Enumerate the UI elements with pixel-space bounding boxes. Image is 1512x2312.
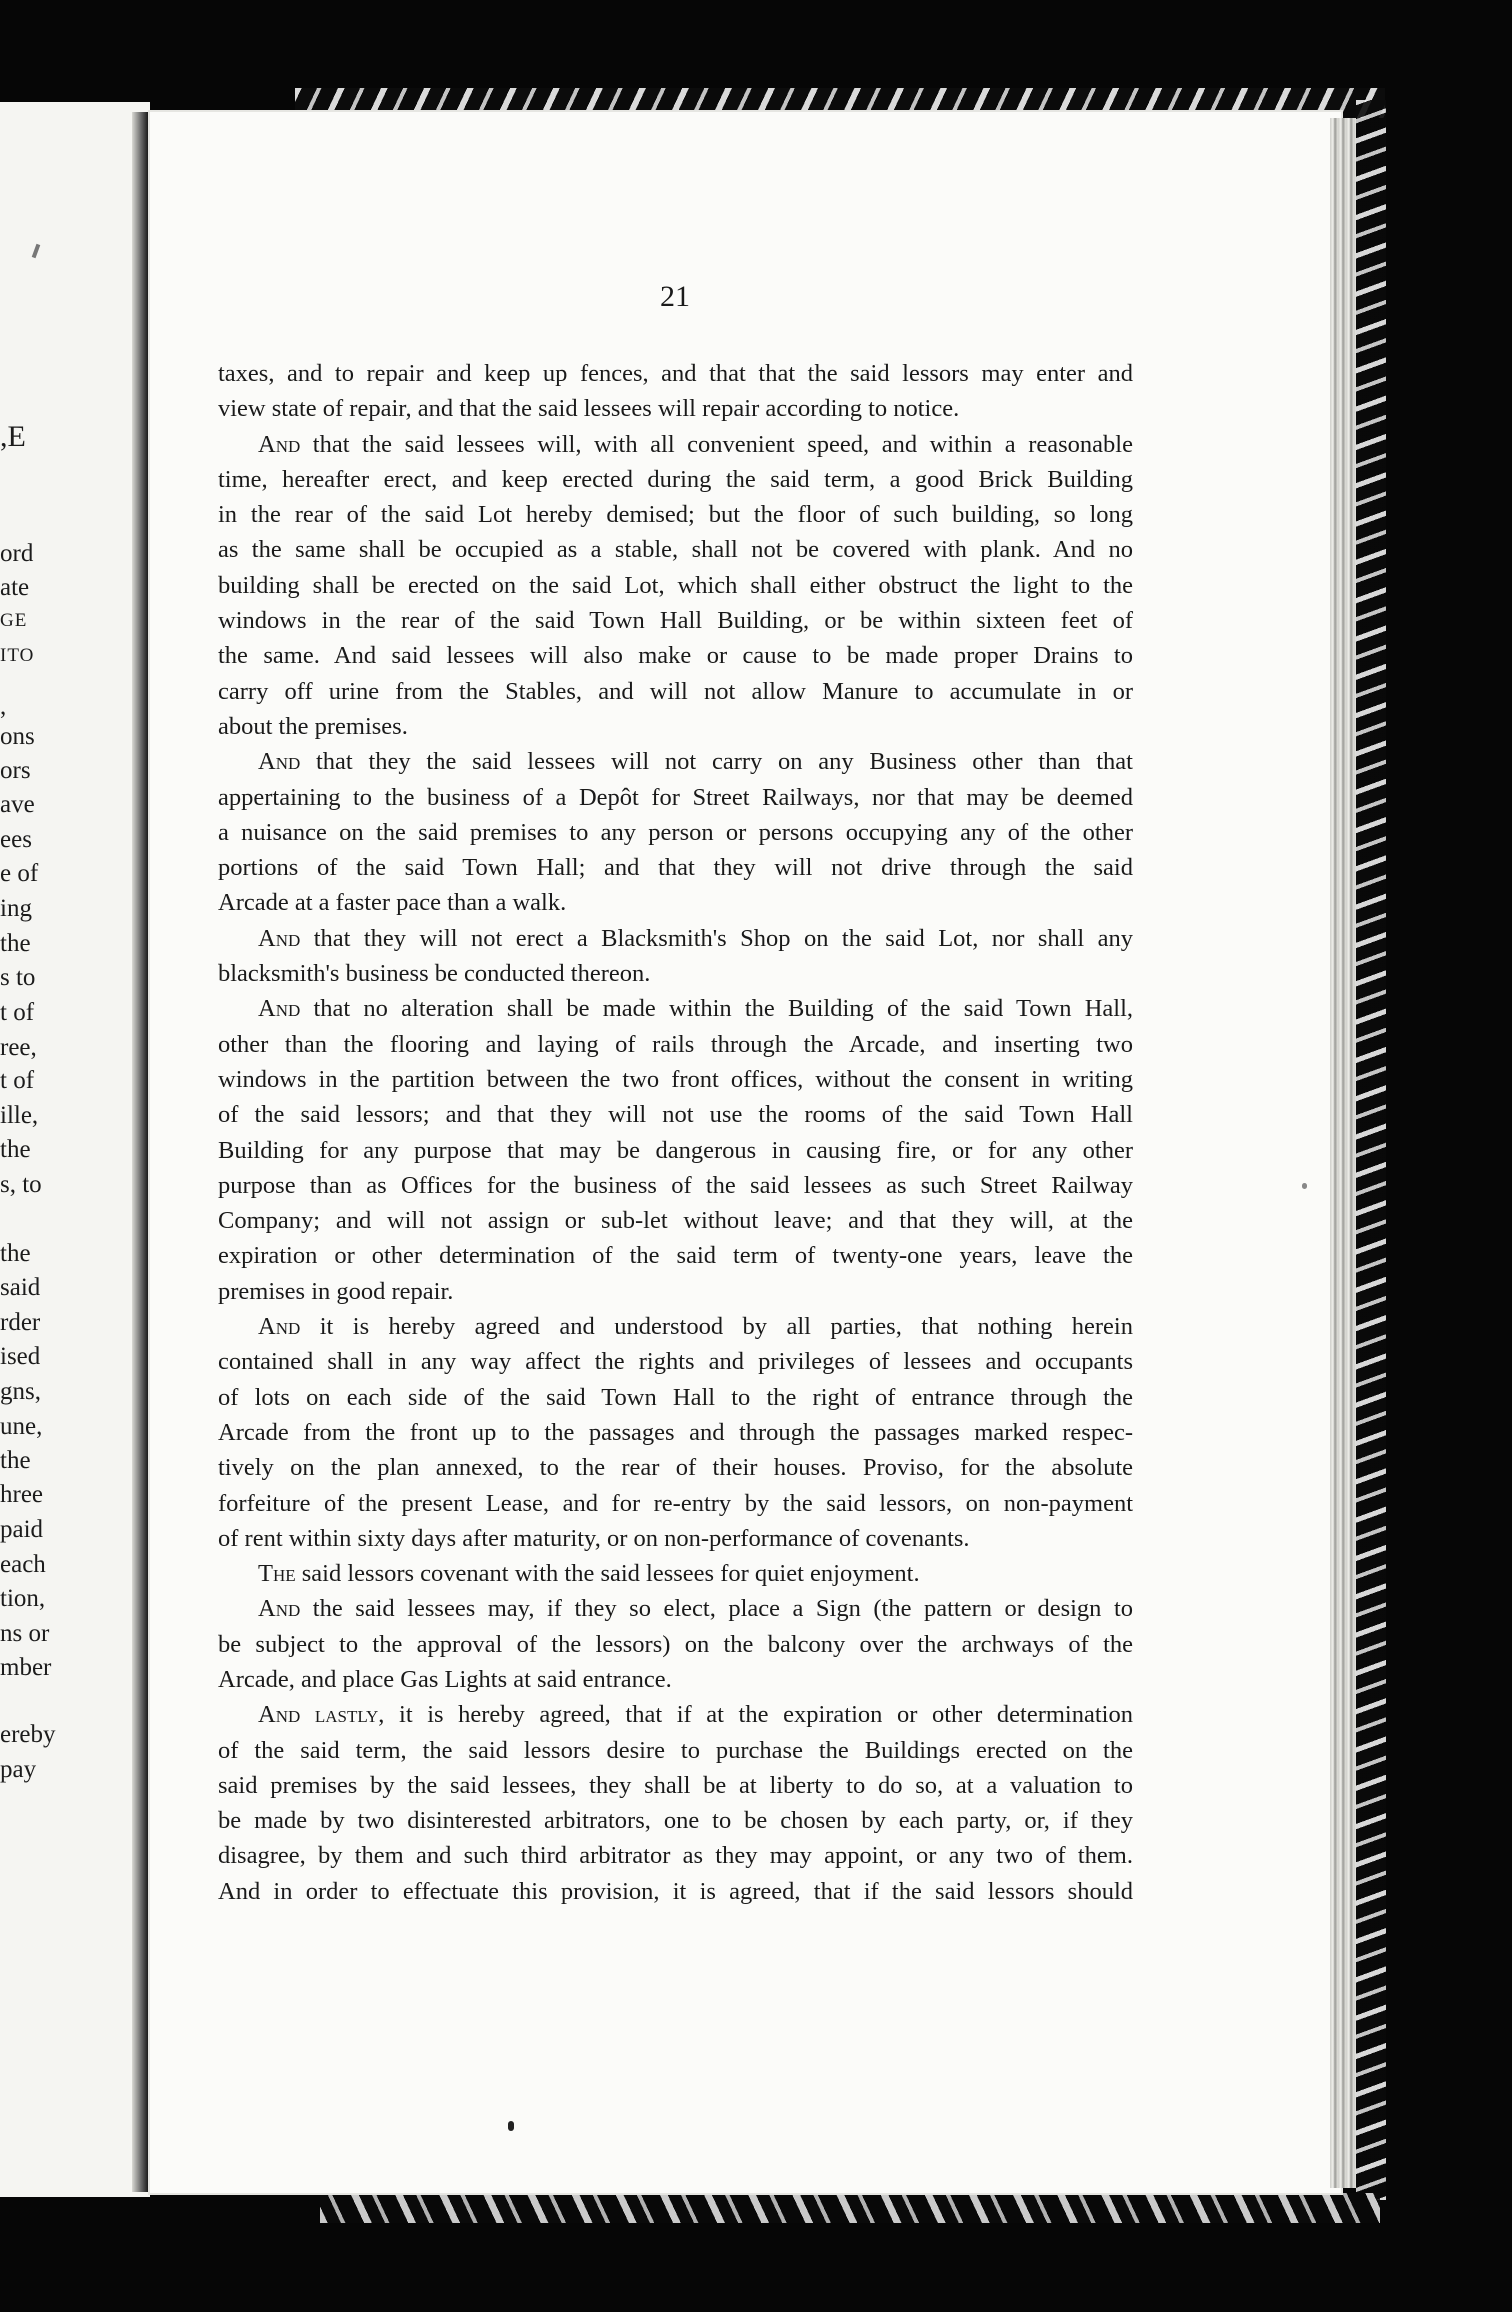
text-line [218,638,1133,673]
paragraph-lead-word: The [258,1560,296,1588]
text-line [218,956,1133,991]
text-line [218,1344,1133,1379]
line-text: of the said term, the said lessors desire to purchase the Buildings erected on the [218,1736,1133,1764]
text-line [218,1168,1133,1203]
text-line [218,1062,1133,1097]
text-line [218,568,1133,603]
line-text: purpose than as Offices for the business of the said lessees as such Street Railway [218,1171,1133,1199]
left-page-fragment: ave [0,791,35,818]
left-page-fragment: ree, [0,1034,37,1061]
line-text: that the said lessees will, with all convenient speed, and within a reasonable [300,430,1133,458]
page-speck-bottom [508,2121,514,2131]
paragraph-lead-word: And [258,1595,301,1623]
left-page-fragment: ille, [0,1102,39,1129]
text-line [218,991,1133,1026]
line-text: view state of repair, and that the said lessees will repair according to notice. [218,395,960,423]
text-line [218,1380,1133,1415]
left-page-fragment: e of [0,860,39,887]
text-line [218,1238,1133,1273]
left-page-fragment: ees [0,826,32,853]
text-line [218,885,1133,920]
left-page-fragment: ate [0,574,30,601]
text-line [218,497,1133,532]
line-text: as the same shall be occupied as a stable, shall not be covered with plank. And no [218,536,1133,564]
line-text: a nuisance on the said premises to any person or persons occupying any of the other [218,818,1133,846]
left-facing-page [0,102,150,2197]
paragraph-lead-word: And [258,430,301,458]
line-text: of the said lessors; and that they will not use the rooms of the said Town Hall [218,1101,1133,1129]
marbled-edge-bottom [320,2193,1380,2223]
text-line [218,1768,1133,1803]
left-page-fragment: ing [0,895,32,922]
left-page-fragment: each [0,1551,46,1578]
line-text: portions of the said Town Hall; and that they will not drive through the said [218,854,1133,882]
line-text: disagree, by them and such third arbitrator as they may appoint, or any two of them. [218,1842,1133,1870]
line-text: that they will not erect a Blacksmith's Shop on the said Lot, nor shall any [300,924,1133,952]
line-text: forfeiture of the present Lease, and for re-entry by the said lessors, on non-payment [218,1489,1133,1517]
left-page-fragment: the [0,930,31,957]
line-text: premises in good repair. [218,1277,454,1305]
text-line [218,921,1133,956]
text-line [218,744,1133,779]
line-text: expiration or other determination of the said term of twenty-one years, leave the [218,1242,1133,1270]
line-text: blacksmith's business be conducted thereon. [218,960,651,988]
left-page-fragment: ors [0,757,31,784]
line-text: And in order to effectuate this provision, it is agreed, that if the said lessors should [218,1877,1133,1905]
line-text: time, hereafter erect, and keep erected during the said term, a good Brick Building [218,465,1133,493]
line-text: of rent within sixty days after maturity, or on non-performance of covenants. [218,1524,970,1552]
text-line [218,780,1133,815]
line-text: windows in the rear of the said Town Hall Building, or be within sixteen feet of [218,607,1133,635]
text-line [218,1697,1133,1732]
text-line [218,1591,1133,1626]
text-line [218,1874,1133,1909]
line-text: said lessors covenant with the said lessees for quiet enjoyment. [295,1560,920,1588]
page-fold-shadow [132,112,148,2192]
left-page-fragment: s to [0,964,36,991]
line-text: the said lessees may, if they so elect, place a Sign (the pattern or design to [300,1595,1133,1623]
line-text: taxes, and to repair and keep up fences, and that that the said lessors may enter and [218,360,1133,387]
left-page-fragment: t of [0,999,35,1026]
text-line [218,1274,1133,1309]
text-line [218,391,1133,426]
line-text: Arcade from the front up to the passages and through the passages marked respec- [218,1418,1133,1446]
left-page-fragment: paid [0,1516,44,1543]
left-page-fragment: ons [0,723,35,750]
left-page-fragment: the [0,1447,31,1474]
line-text: Arcade at a faster pace than a walk. [218,889,567,917]
text-line [218,1309,1133,1344]
text-line [218,1803,1133,1838]
line-text: other than the flooring and laying of rails through the Arcade, and inserting two [218,1030,1133,1058]
text-line [218,1203,1133,1238]
line-text: it is hereby agreed, that if at the expiration or other determination [384,1701,1133,1729]
text-line [218,1097,1133,1132]
left-page-fragment: s, to [0,1171,42,1198]
line-text: the same. And said lessees will also make or cause to be made proper Drains to [218,642,1133,670]
left-page-fragment: pay [0,1756,37,1783]
text-line [218,462,1133,497]
left-page-fragment: tion, [0,1585,46,1612]
line-text: Building for any purpose that may be dangerous in causing fire, or for any other [218,1136,1133,1164]
left-page-mark [32,244,41,259]
paragraph-lead-word: And [258,748,301,776]
page-number: 21 [660,280,690,313]
text-line [218,709,1133,744]
text-line [218,356,1133,391]
line-text: Company; and will not assign or sub-let without leave; and that they will, at the [218,1207,1133,1235]
page-stack-edges [1330,118,1356,2188]
text-line [218,427,1133,462]
left-page-fragment: ereby [0,1721,56,1748]
text-line [218,815,1133,850]
text-line [218,1027,1133,1062]
line-text: appertaining to the business of a Depôt for Street Railways, nor that may be deemed [218,783,1133,811]
text-line [218,1733,1133,1768]
line-text: tively on the plan annexed, to the rear of their houses. Proviso, for the absolute [218,1454,1133,1482]
body-text [218,356,1133,1909]
left-page-fragment: t of [0,1067,35,1094]
line-text: about the premises. [218,712,408,740]
page-speck [1302,1183,1307,1189]
text-line [218,1627,1133,1662]
left-page-fragment: ised [0,1343,41,1370]
line-text: of lots on each side of the said Town Hall to the right of entrance through the [218,1383,1133,1411]
text-line [218,1486,1133,1521]
left-page-fragment: , [0,693,7,720]
line-text: windows in the partition between the two front offices, without the consent in writing [218,1065,1133,1093]
left-page-fragment: the [0,1136,31,1163]
text-line [218,1556,1133,1591]
line-text: that they the said lessees will not carry on any Business other than that [300,748,1133,776]
line-text: be subject to the approval of the lessors) on the balcony over the archways of the [218,1630,1133,1658]
text-line [218,1662,1133,1697]
line-text: it is hereby agreed and understood by all parties, that nothing herein [300,1313,1133,1341]
left-page-fragment: mber [0,1654,52,1681]
left-page-fragment: ord [0,540,34,567]
left-page-fragment: said [0,1274,41,1301]
text-line [218,1838,1133,1873]
text-line [218,1521,1133,1556]
text-line [218,1450,1133,1485]
line-text: building shall be erected on the said Lot, which shall either obstruct the light to the [218,571,1133,599]
left-page-fragment: GE [0,610,28,631]
line-text: be made by two disinterested arbitrators, one to be chosen by each party, or, if they [218,1807,1133,1835]
left-page-fragment: ,E [0,420,26,453]
line-text: said premises by the said lessees, they shall be at liberty to do so, at a valuation to [218,1771,1133,1799]
left-page-fragment: gns, [0,1378,41,1405]
text-line [218,850,1133,885]
left-page-fragment: ITO [0,645,35,666]
text-line [218,1133,1133,1168]
line-text: in the rear of the said Lot hereby demised; but the floor of such building, so long [218,501,1133,529]
left-page-fragment: rder [0,1309,41,1336]
left-page-fragment: une, [0,1413,43,1440]
paragraph-lead-word: And [258,1313,301,1341]
paragraph-lead-word: And [258,924,301,952]
paragraph-lead-word: And lastly, [258,1701,385,1729]
text-line [218,532,1133,567]
left-page-fragment: the [0,1240,31,1267]
text-line [218,603,1133,638]
line-text: carry off urine from the Stables, and will not allow Manure to accumulate in or [218,677,1133,705]
left-page-fragment: hree [0,1481,44,1508]
marbled-edge-right [1356,100,1386,2200]
paragraph-lead-word: And [258,995,301,1023]
line-text: contained shall in any way affect the rights and privileges of lessees and occupants [218,1348,1133,1376]
line-text: Arcade, and place Gas Lights at said entrance. [218,1665,672,1693]
left-page-fragment: ns or [0,1620,50,1647]
text-line [218,1415,1133,1450]
line-text: that no alteration shall be made within the Building of the said Town Hall, [300,995,1133,1023]
text-line [218,674,1133,709]
